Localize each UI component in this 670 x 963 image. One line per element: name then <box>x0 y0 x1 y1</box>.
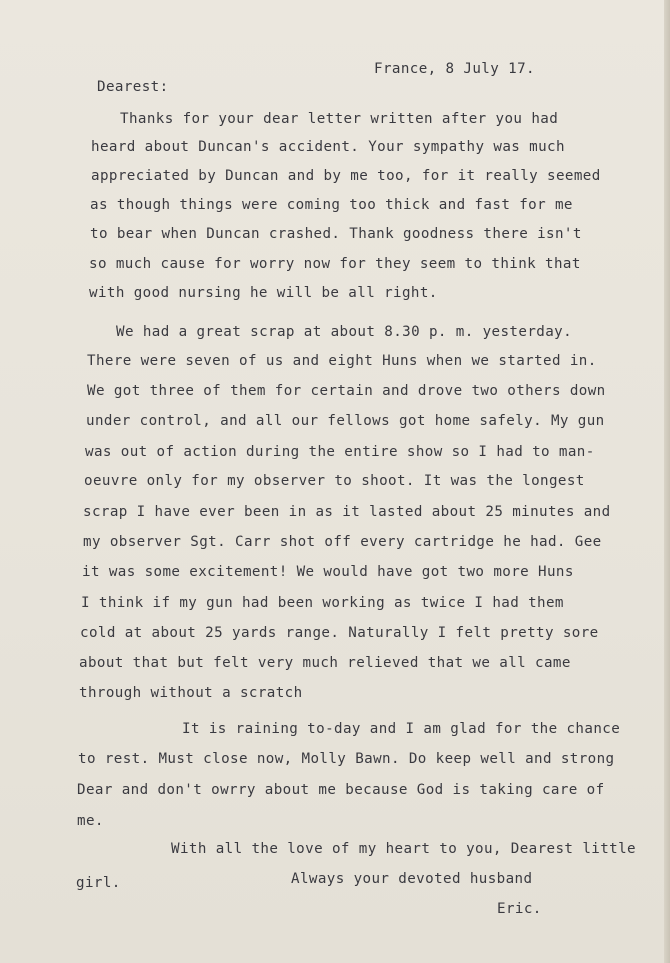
signature: Eric. <box>497 901 542 917</box>
paragraph-2-line: my observer Sgt. Carr shot off every cartridge he had. Gee <box>83 534 602 550</box>
paragraph-1-line: as though things were coming too thick and fast for me <box>90 197 573 213</box>
paragraph-2-line: cold at about 25 yards range. Naturally I felt pretty sore <box>80 625 599 641</box>
paragraph-1-line: heard about Duncan's accident. Your sympathy was much <box>91 139 565 155</box>
closing-devoted: Always your devoted husband <box>291 871 533 887</box>
paragraph-2-line: I think if my gun had been working as twice I had them <box>81 595 564 611</box>
paragraph-1-line: with good nursing he will be all right. <box>89 285 438 301</box>
paragraph-2-line: scrap I have ever been in as it lasted about 25 minutes and <box>83 504 611 520</box>
paragraph-2-line: about that but felt very much relieved that we all came <box>79 655 571 671</box>
paragraph-3-line: It is raining to-day and I am glad for the chance <box>182 721 621 737</box>
paragraph-1-line: to bear when Duncan crashed. Thank goodness there isn't <box>90 226 582 242</box>
paragraph-2-line: We had a great scrap at about 8.30 p. m. yesterday. <box>116 324 573 340</box>
paragraph-2-line: There were seven of us and eight Huns when we started in. <box>87 353 597 369</box>
page-edge <box>664 0 670 963</box>
paragraph-2-line: under control, and all our fellows got home safely. My gun <box>86 413 605 429</box>
paragraph-3-line: me. <box>77 813 104 829</box>
salutation: Dearest: <box>97 79 169 95</box>
paragraph-3-line: to rest. Must close now, Molly Bawn. Do keep well and strong <box>78 751 615 767</box>
closing-line: With all the love of my heart to you, Dearest little <box>171 841 636 857</box>
paragraph-1-line: so much cause for worry now for they seem to think that <box>89 256 581 272</box>
paragraph-1-line: appreciated by Duncan and by me too, for it really seemed <box>91 168 601 184</box>
paragraph-2-line: oeuvre only for my observer to shoot. It was the longest <box>84 473 585 489</box>
paragraph-2-line: it was some excitement! We would have got two more Huns <box>82 564 574 580</box>
paragraph-1-line: Thanks for your dear letter written after you had <box>120 111 559 127</box>
paragraph-2-line: was out of action during the entire show so I had to man- <box>85 444 595 460</box>
paragraph-3-line: Dear and don't owrry about me because God is taking care of <box>77 782 605 798</box>
paragraph-2-line: through without a scratch <box>79 685 303 701</box>
paragraph-2-line: We got three of them for certain and drove two others down <box>87 383 606 399</box>
dateline: France, 8 July 17. <box>374 61 535 77</box>
closing-girl: girl. <box>76 875 121 891</box>
